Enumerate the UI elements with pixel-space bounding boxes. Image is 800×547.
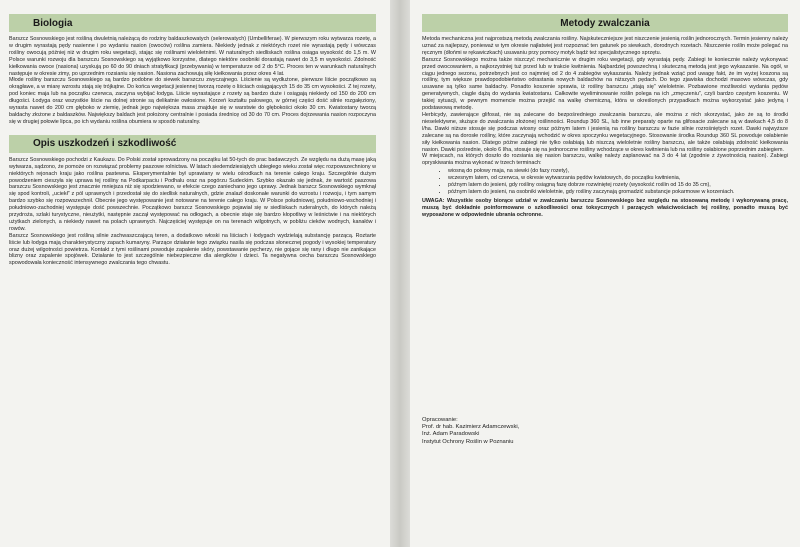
biology-paragraph: Barszcz Sosnowskiego jest rośliną dwuletnią należącą do rodziny baldaszkowatych (selerowatych) (Umbelliferae). W pierwszym roku wytwarza rozetę, a w drugim wyrastają pędy nasienne i po wydaniu nasion (owoców) roślina zamiera. Niekiedy jednak z niektórych rozet nie wyrastają pędy i wówczas rośliny owocują później niż w drugim roku wegetacji, stając się roślinami wieloletnimi. W naturalnych siedliskach roślina osiąga wysokość do 1,5 m. W Polsce warunki rozwoju dla barszczu Sosnowskiego są wyjątkowo korzystne, dlatego niektóre osobniki dorastają nawet do 3,5 m wysokości. Zdolność kiełkowania owoce (nasiona) uzyskują po 60 do 90 dniach stratyfikacji (przebywania) w temperaturze od 2 do 5°C. Proces ten w warunkach naturalnych następuje w okresie zimy, po uprzednim rozsianiu się nasion. Nasiona zachowują siłę kiełkowania przez okres 4 lat. xyxy=(9,36,376,77)
harm-heading-band xyxy=(9,135,376,153)
control-paragraph: Herbicydy, zawierające glifosat, nie są zalecane do bezpośredniego zwalczania barszczu, ale można z nich skorzystać, jako że są to środki nieselektywne, służące do zwalczania złożonej roślinności. Roundup 360 SL, lub inne preparaty oparte na glifosacie zalecane są w dawkach 4,5 do 8 l/ha. Dawki niższe stosuje się podczas wiosny oraz późnym latem i jesienią na rośliny barszczu w fazie silnie rozrośniętych rozet. Dawki najwyższe zalecane są na dorosłe rośliny, które zaczynają wchodzić w okres spoczynku wegetacyjnego. Stosowanie środka Roundup 360 SL powoduje osłabienie siły kiełkowania nasion. Dlatego późne zabiegi nie tylko osłabiają lub niszczą wieloletnie rośliny barszczu, ale także osłabiają zdolność kiełkowania nasion. Dawki pośrednie, około 6 l/ha, stosuje się na jednoroczne rośliny wchodzące w okres kwitnienia lub na rośliny osłabione poprzednim zabiegiem. xyxy=(422,111,788,153)
spray-terms-list xyxy=(422,168,788,196)
control-paragraph: W miejscach, na których doszło do rozsiania się nasion barszczu, walkę należy zaplanować na 3 do 4 lat (zgodnie z żywotnością nasion). Zabiegi opryskiwania można wykonać w trzech terminach: xyxy=(422,153,788,167)
author-line: Prof. dr hab. Kazimierz Adamczewski, xyxy=(422,423,520,430)
author-line: Instytut Ochrony Roślin w Poznaniu xyxy=(422,438,514,445)
author-line: Inż. Adam Paradowski xyxy=(422,431,480,438)
control-paragraph: Metoda mechaniczna jest najprostszą metodą zwalczania rośliny. Najskuteczniejsze jest niszczenie jesienią roślin jednorocznych. Termin jesienny należy uznać za najlepszy, ponieważ w tym okresie najłatwiej jest rozpoznać ten gatunek po siewkach, dorodnych rozetach. Niszczenie roślin może polegać na ręcznym (dłońmi w rękawiczkach) usuwaniu przy pomocy motyk bądź też specjalistycznego sprzętu. xyxy=(422,36,788,56)
control-heading-band xyxy=(422,14,788,32)
page-gutter xyxy=(390,0,410,547)
list-item: • wiosną do połowy maja, na siewki (do fazy rozety), xyxy=(448,168,788,175)
control-title: Metody zwalczania xyxy=(560,17,650,29)
right-page xyxy=(410,0,800,547)
authors-block xyxy=(422,417,788,447)
biology-title: Biologia xyxy=(33,17,73,29)
left-page xyxy=(0,0,390,547)
list-item: • późnym latem do jesieni, gdy rośliny osiągną fazę dobrze rozwiniętej rozety (wysokość roślin od 15 do 35 cm), xyxy=(448,182,788,189)
list-item: • wczesnym latem, od czerwca, w okresie wytwarzania pędów kwiatowych, do początku kwitnienia, xyxy=(448,175,788,182)
control-paragraph: Barszcz Sosnowskiego można także niszczyć mechanicznie w drugim roku wegetacji, gdy wyrastają pędy. Zabiegi te koniecznie należy wykonywać przed owocowaniem, a najkorzystniej tuż przed lub w trakcie kwitnienia. Najbardziej powszechną i skuteczną metodą jest jego wykaszanie. Na ogół, w ciągu jednego sezonu, potrzebnych jest co najmniej od 2 do 4 zabiegów wykaszania. Należy jednak wziąć pod uwagę fakt, że im wyżej koszona są rośliny, tym większe prawdopodobieństwo odrastania nowych baldachów na niższych pędach. Do tego zjawiska dochodzi masowo wówczas, gdy usuwane są tylko same baldachy. Ponadto koszenie sprawia, iż rośliny barszczu „stają się” wieloletnie. Pozbawione możliwości wydania pędów generatywnych, ciągle dążą do wydania kwiatostanu. Całkowite wyeliminowanie roślin polega na ich „zmęczeniu”, czyli bardzo częstym koszeniu. W takiej sytuacji, w pewnym momencie można przejść na walkę chemiczną, która w określonych przypadkach można wykorzystać jako jedyną i podstawową metodę. xyxy=(422,56,788,112)
harm-title: Opis uszkodzeń i szkodliwość xyxy=(33,138,177,150)
harm-paragraph: Barszcz Sosnowskiego pochodzi z Kaukazu. Do Polski został sprowadzony na początku lat 50-tych do prac badawczych. Ze względu na dużą masę jaką wytwarza, sądzono, że pomoże on rozwiązać problemy paszowe rolnictwa. W latach siedemdziesiątych ubiegłego wieku został więc rozpowszechniony w niektórych rejonach kraju jako roślina pastewna. Eksperymentalnie był uprawiany w wielu ośrodkach na terenie całego kraju. Szczególnie dużym powodzeniem cieszyła się uprawa tej rośliny na Podkarpaciu i Podhalu oraz na pogórzu Sudeckim. Szybko okazało się jednak, że wartość paszowa barszczu Sosnowskiego jest znacznie mniejsza niż się spodziewano, w efekcie czego zaniechano jego uprawy. Jednak barszcz Sosnowskiego wymknął się spod kontroli, „uciekł” z pól uprawnych i przedostał się do siedlisk naturalnych, gdzie znalazł doskonałe warunki do wzrostu i rozwoju, i tym samym bardzo szybko się rozpowszechnił. Obecnie jego występowanie jest notowane na terenie całego kraju. W Polsce południowej, południowo-wschodniej i południowo-zachodniej występuje dość powszechnie. Początkowo barszcz Sosnowskiego pojawiał się w siedliskach ruderalnych, do których należą przydroża, szlaki turystyczne, nieużytki, następnie zaczął występować na odłogach, a obecnie staje się bardzo kłopotliwy w leśnictwie i na niektórych użytkach zielonych, a niekiedy nawet na polach uprawnych. Najczęściej występuje on na terenach wilgotnych, w pobliżu cieków wodnych, kanałów i rowów. xyxy=(9,156,376,232)
biology-heading-band xyxy=(9,14,376,32)
warning-note: UWAGA: Wszystkie osoby biorące udział w zwalczaniu barszczu Sosnowskiego bez względu na stosowaną metodę i wykonywaną pracę, muszą być dokładnie poinformowane o szkodliwości oraz toksycznych i parzących właściwościach tej rośliny, ponadto muszą być wyposażone w odpowiednie ubrania ochronne. xyxy=(422,197,788,218)
list-item: • późnym latem do jesieni, na osobniki wieloletnie, gdy rośliny zaczynają gromadzić substancje pokarmowe w korzeniach. xyxy=(448,189,788,196)
authors-label: Opracowanie: xyxy=(422,416,458,423)
biology-paragraph: Młode rośliny barszczu Sosnowskiego są bardzo podobne do siewek barszczu zwyczajnego. Liścienie są wydłużone, pierwsze liście początkowo są okrągławe, a w miarę wzrostu stają się trójkątne. Do końca wegetacji jesiennej tworzą rozetę o liściach osiągających 15 do 35 cm wysokości. Z tej rozety, pod koniec maja lub na początku czerwca, zaczyna wybijać łodyga. Liście wyrastające z rozety są bardzo duże i osiągają niekiedy od 150 do 200 cm długości. Łodyga oraz wszystkie liście na dolnej stronie są delikatnie owłosione. Korzeń kształtu palowego, w górnej części dość silnie rozgałęziony, wyrasta nawet do 200 cm głęboko w ziemię, jednak jego największa masa znajduje się w warstwie do głębokości około 30 cm. Kwiatostany tworzą baldachy złożone z baldaszków. Największy baldach jest położony centralnie i posiada średnicę od 30 do 70 cm. Proces dojrzewania nasion rozpoczyna się w drugiej połowie lipca, po ich wydaniu roślina obumiera w sposób naturalny. xyxy=(9,77,376,125)
harm-paragraph: Barszcz Sosnowskiego jest rośliną silnie zachwaszczającą teren, a dodatkowo włoski na liściach i łodygach wydzielają substancję parzącą. Roztarte liście lub łodyga mają charakterystyczny zapach kumaryny. Parzące działanie tego związku nasila się podczas słonecznej pogody i wysokiej temperatury oraz dużej wilgotności powietrza. Kontakt z tymi roślinami powoduje zapalenie skóry, powstawanie pęcherzy, nie gojące się rany i długo nie zanikające blizny oraz zapalenie spojówek. Działanie to jest szczególnie niebezpieczne dla alergików i dzieci. Ta negatywna cecha barszczu Sosnowskiego spowodowała konieczność intensywnego zwalczania tego chwastu. xyxy=(9,232,376,267)
